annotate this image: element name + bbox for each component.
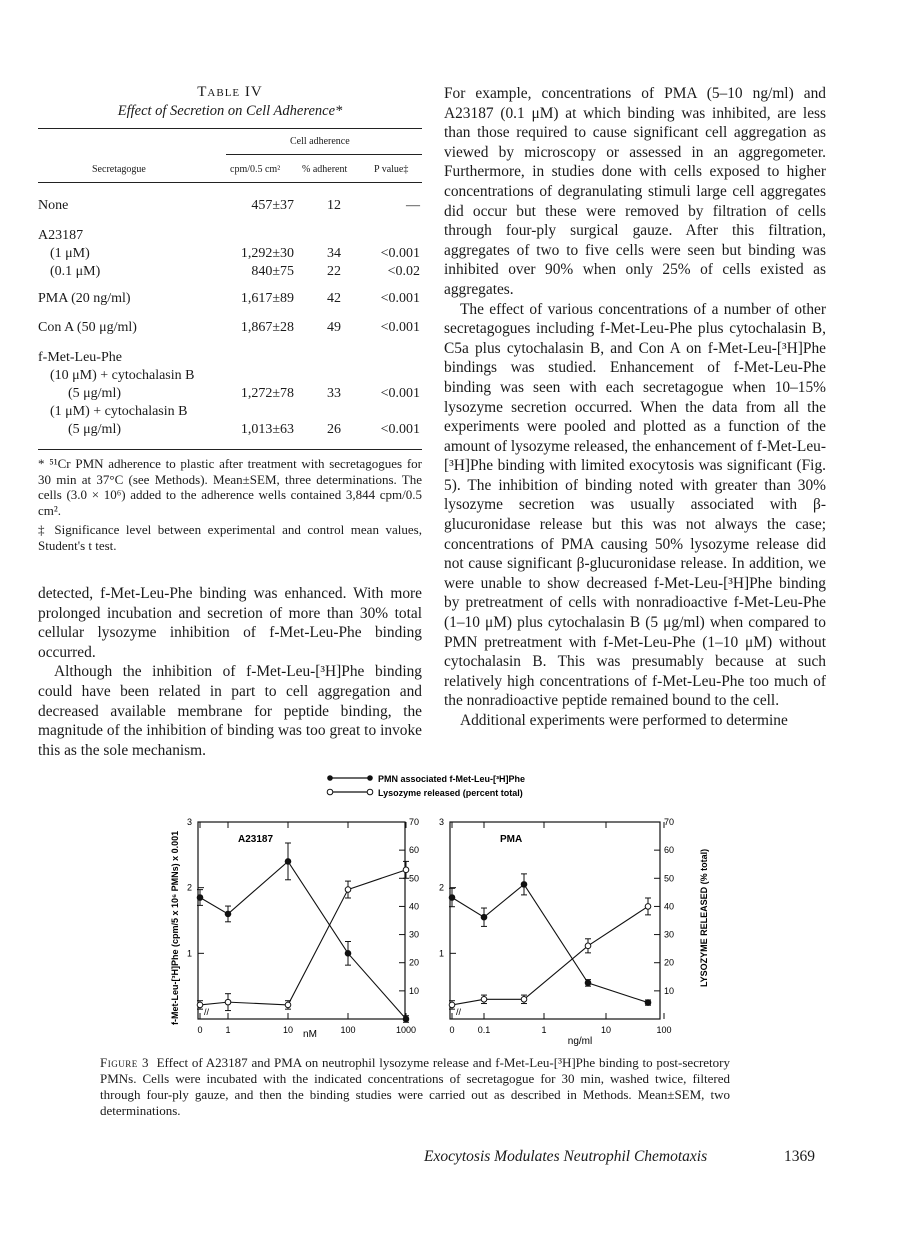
table-cell-adherent: 22 [327, 264, 341, 279]
x-tick-label: 10 [600, 1025, 612, 1035]
y2-axis-title: LYSOZYME RELEASED (% total) [699, 848, 709, 987]
y2-tick-label: 40 [409, 901, 420, 912]
running-head: Exocytosis Modulates Neutrophil Chemotaxis [424, 1148, 708, 1165]
chart-panel-pma [439, 817, 674, 1035]
x-axis-title-pma: ng/ml [567, 1036, 593, 1047]
plot-frame [198, 822, 405, 1019]
x-tick-label: 10 [282, 1025, 294, 1035]
y2-tick-label: 10 [664, 985, 675, 996]
data-point-binding [403, 1016, 409, 1022]
table-cell-adherent: 49 [327, 320, 341, 335]
y2-tick-label: 20 [664, 957, 675, 968]
y2-tick-label: 30 [409, 929, 420, 940]
table-cell-pvalue: — [406, 198, 420, 213]
y-tick-label: 3 [438, 817, 444, 827]
body-paragraph: detected, f-Met-Leu-Phe binding was enhanced. With more prolonged incubation and secretion of more than 30% total cellular lysozyme inhibition of f-Met-Leu-Phe binding occurred. [38, 585, 422, 661]
table-bottom-rule [38, 449, 422, 450]
legend-marker-lysozyme [367, 789, 373, 795]
data-point-lysozyme [403, 867, 409, 873]
body-paragraph: Although the inhibition of f-Met-Leu-[³H]Phe binding could have been related in part to cell aggregation and decreased available membrane for peptide binding, the magnitude of the inhibition of binding was too great to invoke this as the sole mechanism. [38, 663, 422, 759]
chart-panels [187, 817, 674, 1035]
x-tick-label: 1 [225, 1025, 231, 1035]
y2-tick-label: 30 [664, 929, 675, 940]
series-line-binding [452, 884, 648, 1002]
data-point-binding [481, 914, 487, 920]
y2-tick-label: 40 [664, 901, 675, 912]
table-header-secretagogue: Secretagogue [92, 164, 146, 175]
table-cell-cpm: 1,272±78 [240, 386, 294, 401]
table-group-rule [226, 154, 422, 155]
data-point-lysozyme [521, 997, 527, 1003]
table-cell-cpm: 1,292±30 [240, 246, 294, 261]
legend-label-lysozyme: Lysozyme released (percent total) [378, 788, 523, 798]
y2-tick-label: 50 [409, 873, 420, 884]
x-tick-label: 0 [197, 1025, 203, 1035]
y-tick-label: 2 [186, 882, 192, 893]
y-axis-title: f-Met-Leu-[³H]Phe (cpm/5 x 10⁶ PMNs) x 0.001 [170, 830, 180, 1025]
y2-tick-label: 60 [409, 845, 420, 856]
table-cell-pvalue: <0.001 [380, 386, 420, 401]
legend-marker-lysozyme [327, 789, 333, 795]
table-iv [38, 84, 422, 437]
data-point-binding [449, 895, 455, 901]
table-cell-secretagogue: Con A (50 μg/ml) [38, 320, 137, 335]
left-column-text [38, 584, 422, 760]
body-paragraph: The effect of various concentrations of a number of other secretagogues including f-Met-Leu-Phe plus cytochalasin B, C5a plus cytochalasin B, and Con A on f-Met-Leu-[³H]Phe bindings was studied. Enhancement of f-Met-Leu-Phe binding was seen with each secretagogue when 10–15% lysozyme secretion occurred. When the data from all the experiments were pooled and plotted as a function of the amount of lysozyme released, the enhancement of f-Met-Leu-[³H]Phe binding with limited exocytosis was significant (Fig. 5). The inhibition of binding noted with greater than 30% lysozyme secretion was usually associated with β-glucuronidase release but this was not always the case; concentrations of PMA causing 50% lysozyme release did not cause significant β-glucuronidase release. In addition, we were unable to show decreased f-Met-Leu-[³H]Phe binding by pretreatment of cells with nonradioactive f-Met-Leu-Phe (1–10 μM) plus cytochalasin B (5 μg/ml) when compared to PMN pretreatment with f-Met-Leu-Phe (1–10 μM) without cytochalasin B. This was presumably because at such relatively high concentrations of f-Met-Leu-Phe too much of the nonradioactive peptide remained bound to the cell. [444, 300, 826, 710]
figure-3 [150, 772, 750, 1052]
table-cell-secretagogue: A23187 [38, 228, 84, 243]
table-cell-pvalue: <0.001 [380, 291, 420, 306]
y2-tick-label: 20 [409, 957, 420, 968]
table-cell-cpm: 1,013±63 [240, 422, 294, 437]
table-cell-secretagogue: (10 μM) + cytochalasin B [50, 368, 195, 383]
table-footnote-2: ‡ Significance level between experimental and control mean values, Student's t test. [38, 522, 422, 553]
table-cell-adherent: 33 [327, 386, 341, 401]
data-point-binding [285, 859, 291, 865]
axis-break: // [456, 1007, 462, 1017]
legend-marker-binding [367, 775, 373, 781]
y2-tick-label: 70 [409, 817, 420, 827]
y-tick-label: 3 [186, 817, 192, 827]
y-tick-label: 1 [438, 948, 444, 959]
table-header-pvalue: P value‡ [374, 164, 409, 175]
figure-caption-text: Effect of A23187 and PMA on neutrophil lysozyme release and f-Met-Leu-[³H]Phe binding to post-secretory PMNs. Cells were incubated with the indicated concentrations of secretagogue for 30 min, washed twice, filtered through four-ply gauze, and then the binding studies were carried out as described in Methods. Mean±SEM, two determinations. [100, 1055, 731, 1118]
y2-tick-label: 50 [664, 873, 675, 884]
table-cell-adherent: 26 [327, 422, 341, 437]
x-tick-label: 0.1 [477, 1025, 491, 1035]
table-cell-cpm: 457±37 [251, 198, 294, 213]
chart-legend [327, 774, 525, 798]
legend-label-binding: PMN associated f-Met-Leu-[³H]Phe [378, 774, 526, 784]
table-cell-pvalue: <0.001 [380, 246, 420, 261]
table-cell-secretagogue: None [38, 198, 69, 213]
table-cell-secretagogue: f-Met-Leu-Phe [38, 350, 122, 365]
figure-caption [100, 1055, 730, 1119]
y2-tick-label: 70 [664, 817, 675, 827]
x-tick-label: 100 [340, 1025, 356, 1035]
y2-tick-label: 60 [664, 845, 675, 856]
data-point-lysozyme [197, 1002, 203, 1008]
x-axis-title-a23187: nM [303, 1029, 317, 1040]
y2-tick-label: 10 [409, 985, 420, 996]
table-cell-secretagogue: (5 μg/ml) [68, 422, 121, 437]
table-cell-cpm: 1,617±89 [240, 291, 294, 306]
data-point-binding [645, 1000, 651, 1006]
data-point-binding [225, 911, 231, 917]
table-top-rule [38, 128, 422, 129]
table-header-rule [38, 182, 422, 183]
table-cell-pvalue: <0.001 [380, 422, 420, 437]
data-point-binding [585, 980, 591, 986]
table-header-adherent: % adherent [302, 164, 348, 175]
table-cell-secretagogue: (5 μg/ml) [68, 386, 121, 401]
x-tick-label: 1000 [395, 1025, 417, 1035]
table-header-cpm: cpm/0.5 cm² [230, 164, 281, 175]
axis-break: // [204, 1007, 210, 1017]
table-cell-adherent: 34 [327, 246, 341, 261]
table-group-header: Cell adherence [290, 136, 350, 147]
legend-marker-binding [327, 775, 333, 781]
table-cell-secretagogue: (0.1 μM) [50, 264, 101, 279]
x-tick-label: 100 [656, 1025, 672, 1035]
table-footnote-1: * ⁵¹Cr PMN adherence to plastic after treatment with secretagogues for 30 min at 37°C (see Methods). Mean±SEM, three determinations. The cells (3.0 × 10⁶) added to the adherence wells contained 3,844 cpm/0.5 cm². [38, 456, 422, 518]
chart-panel-a23187 [187, 817, 419, 1035]
table-caption: Effect of Secretion on Cell Adherence* [117, 103, 343, 119]
table-cell-pvalue: <0.02 [387, 264, 420, 279]
figure-3-chart [150, 772, 750, 1052]
table-cell-secretagogue: (1 μM) + cytochalasin B [50, 404, 188, 419]
data-point-lysozyme [585, 943, 591, 949]
data-point-lysozyme [481, 997, 487, 1003]
right-column-text [444, 84, 826, 731]
table-cell-adherent: 42 [327, 291, 341, 306]
series-line-lysozyme [452, 906, 648, 1005]
data-point-lysozyme [449, 1002, 455, 1008]
y-tick-label: 2 [438, 882, 444, 893]
data-point-binding [197, 895, 203, 901]
data-point-lysozyme [285, 1002, 291, 1008]
figure-caption-label: Figure 3 [100, 1055, 150, 1070]
table-cell-secretagogue: PMA (20 ng/ml) [38, 291, 131, 306]
plot-frame [450, 822, 660, 1019]
table-cell-cpm: 1,867±28 [240, 320, 294, 335]
table-cell-secretagogue: (1 μM) [50, 246, 90, 261]
data-point-binding [521, 882, 527, 888]
panel-title: A23187 [238, 834, 274, 845]
table-cell-cpm: 840±75 [251, 264, 294, 279]
table-cell-pvalue: <0.001 [380, 320, 420, 335]
page-number: 1369 [784, 1148, 815, 1165]
x-tick-label: 1 [541, 1025, 547, 1035]
data-point-binding [345, 951, 351, 957]
body-paragraph: Additional experiments were performed to determine [460, 712, 788, 729]
table-cell-adherent: 12 [327, 198, 341, 213]
y-tick-label: 1 [186, 948, 192, 959]
table-title: Table IV [197, 84, 263, 100]
panel-title: PMA [500, 834, 523, 845]
data-point-lysozyme [225, 999, 231, 1005]
x-tick-label: 0 [449, 1025, 455, 1035]
data-point-lysozyme [345, 887, 351, 893]
series-line-binding [200, 861, 406, 1019]
body-paragraph: For example, concentrations of PMA (5–10 ng/ml) and A23187 (0.1 μM) at which binding was inhibited, are less than those required to cause significant cell aggregation as viewed by microscopy or assessed in an aggregometer. Furthermore, in studies done with cells exposed to higher concentrations of degranulating stimuli large cell aggregates did occur but these were removed by filtration of cells through four-ply surgical gauze. After this filtration, aggregates of two to five cells were seen but binding was inhibited over 90% when only 25% of cells existed as aggregates. [444, 85, 826, 298]
data-point-lysozyme [645, 904, 651, 910]
